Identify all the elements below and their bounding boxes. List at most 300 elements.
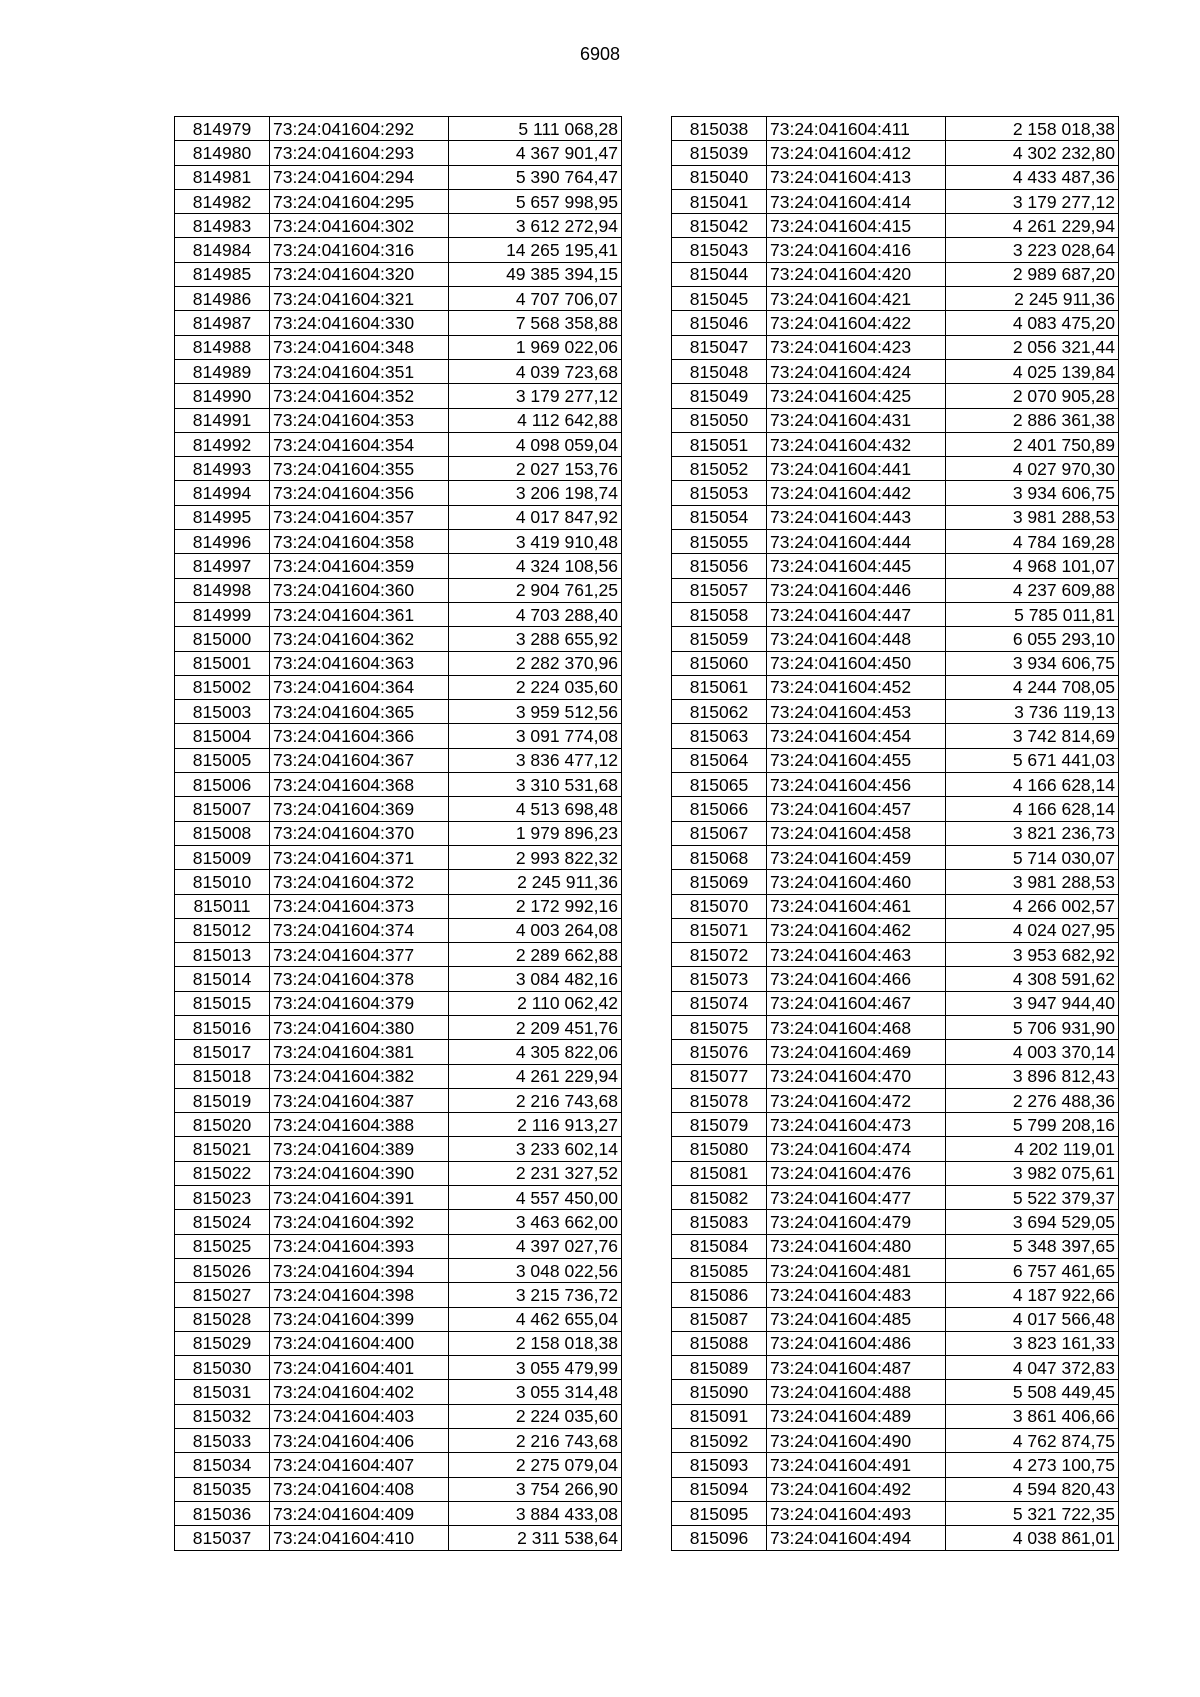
value-cell: 5 785 011,81	[946, 602, 1119, 626]
table-row	[175, 1186, 622, 1210]
row-number-cell: 815060	[672, 651, 767, 675]
row-number-cell: 815045	[672, 287, 767, 311]
cadastral-number-cell: 73:24:041604:382	[270, 1064, 449, 1088]
table-row	[175, 117, 622, 141]
row-number-cell: 815069	[672, 870, 767, 894]
row-number-cell: 815041	[672, 189, 767, 213]
cadastral-number-cell: 73:24:041604:452	[767, 675, 946, 699]
row-number-cell: 815024	[175, 1210, 270, 1234]
row-number-cell: 815040	[672, 165, 767, 189]
table-row	[672, 335, 1119, 359]
table-row	[672, 1356, 1119, 1380]
cadastral-number-cell: 73:24:041604:393	[270, 1234, 449, 1258]
cadastral-number-cell: 73:24:041604:406	[270, 1429, 449, 1453]
value-cell: 5 714 030,07	[946, 845, 1119, 869]
cadastral-number-cell: 73:24:041604:407	[270, 1453, 449, 1477]
value-cell: 2 275 079,04	[449, 1453, 622, 1477]
value-cell: 4 244 708,05	[946, 675, 1119, 699]
table-row	[672, 943, 1119, 967]
value-cell: 4 784 169,28	[946, 530, 1119, 554]
value-cell: 2 110 062,42	[449, 991, 622, 1015]
cadastral-number-cell: 73:24:041604:422	[767, 311, 946, 335]
cadastral-number-cell: 73:24:041604:294	[270, 165, 449, 189]
table-row	[672, 238, 1119, 262]
table-row	[672, 1137, 1119, 1161]
value-cell: 3 215 736,72	[449, 1283, 622, 1307]
table-row	[175, 797, 622, 821]
cadastral-number-cell: 73:24:041604:364	[270, 675, 449, 699]
value-cell: 5 522 379,37	[946, 1186, 1119, 1210]
cadastral-number-cell: 73:24:041604:467	[767, 991, 946, 1015]
cadastral-number-cell: 73:24:041604:423	[767, 335, 946, 359]
row-number-cell: 815026	[175, 1258, 270, 1282]
table-row	[175, 1404, 622, 1428]
value-cell: 4 261 229,94	[946, 214, 1119, 238]
row-number-cell: 815052	[672, 457, 767, 481]
cadastral-number-cell: 73:24:041604:413	[767, 165, 946, 189]
value-cell: 4 024 027,95	[946, 918, 1119, 942]
cadastral-number-cell: 73:24:041604:425	[767, 384, 946, 408]
cadastral-number-cell: 73:24:041604:373	[270, 894, 449, 918]
table-row	[672, 457, 1119, 481]
table-row	[175, 311, 622, 335]
row-number-cell: 815030	[175, 1356, 270, 1380]
cadastral-number-cell: 73:24:041604:391	[270, 1186, 449, 1210]
cadastral-number-cell: 73:24:041604:360	[270, 578, 449, 602]
table-row	[672, 554, 1119, 578]
table-row	[672, 432, 1119, 456]
table-row	[175, 481, 622, 505]
row-number-cell: 815046	[672, 311, 767, 335]
value-cell: 4 266 002,57	[946, 894, 1119, 918]
table-row	[672, 700, 1119, 724]
row-number-cell: 815068	[672, 845, 767, 869]
value-cell: 3 861 406,66	[946, 1404, 1119, 1428]
row-number-cell: 815079	[672, 1113, 767, 1137]
table-row	[175, 1501, 622, 1525]
value-cell: 4 367 901,47	[449, 141, 622, 165]
row-number-cell: 815038	[672, 117, 767, 141]
cadastral-number-cell: 73:24:041604:414	[767, 189, 946, 213]
cadastral-number-cell: 73:24:041604:379	[270, 991, 449, 1015]
cadastral-number-cell: 73:24:041604:473	[767, 1113, 946, 1137]
value-cell: 2 070 905,28	[946, 384, 1119, 408]
value-cell: 4 047 372,83	[946, 1356, 1119, 1380]
value-cell: 3 612 272,94	[449, 214, 622, 238]
cadastral-number-cell: 73:24:041604:454	[767, 724, 946, 748]
value-cell: 4 202 119,01	[946, 1137, 1119, 1161]
table-row	[175, 1283, 622, 1307]
table-row	[175, 189, 622, 213]
row-number-cell: 815057	[672, 578, 767, 602]
cadastral-number-cell: 73:24:041604:367	[270, 748, 449, 772]
row-number-cell: 815055	[672, 530, 767, 554]
cadastral-number-cell: 73:24:041604:431	[767, 408, 946, 432]
row-number-cell: 814993	[175, 457, 270, 481]
row-number-cell: 814998	[175, 578, 270, 602]
row-number-cell: 815037	[175, 1526, 270, 1550]
cadastral-number-cell: 73:24:041604:493	[767, 1501, 946, 1525]
page-number: 6908	[579, 44, 621, 64]
table-row	[672, 165, 1119, 189]
table-row	[175, 214, 622, 238]
value-cell: 2 116 913,27	[449, 1113, 622, 1137]
cadastral-number-cell: 73:24:041604:485	[767, 1307, 946, 1331]
row-number-cell: 815009	[175, 845, 270, 869]
row-number-cell: 815062	[672, 700, 767, 724]
value-cell: 3 754 266,90	[449, 1477, 622, 1501]
row-number-cell: 815085	[672, 1258, 767, 1282]
row-number-cell: 815095	[672, 1501, 767, 1525]
value-cell: 2 158 018,38	[449, 1331, 622, 1355]
row-number-cell: 815012	[175, 918, 270, 942]
row-number-cell: 815022	[175, 1161, 270, 1185]
table-row	[672, 748, 1119, 772]
row-number-cell: 815050	[672, 408, 767, 432]
row-number-cell: 815047	[672, 335, 767, 359]
row-number-cell: 815001	[175, 651, 270, 675]
table-row	[672, 359, 1119, 383]
row-number-cell: 815005	[175, 748, 270, 772]
row-number-cell: 815019	[175, 1088, 270, 1112]
cadastral-number-cell: 73:24:041604:366	[270, 724, 449, 748]
table-row	[175, 991, 622, 1015]
cadastral-number-cell: 73:24:041604:453	[767, 700, 946, 724]
row-number-cell: 815032	[175, 1404, 270, 1428]
value-cell: 2 886 361,38	[946, 408, 1119, 432]
row-number-cell: 815035	[175, 1477, 270, 1501]
value-cell: 4 098 059,04	[449, 432, 622, 456]
value-cell: 4 273 100,75	[946, 1453, 1119, 1477]
table-row	[175, 359, 622, 383]
table-row	[175, 967, 622, 991]
table-body-right	[672, 117, 1119, 1551]
cadastral-number-cell: 73:24:041604:316	[270, 238, 449, 262]
cadastral-number-cell: 73:24:041604:403	[270, 1404, 449, 1428]
cadastral-number-cell: 73:24:041604:390	[270, 1161, 449, 1185]
cadastral-number-cell: 73:24:041604:486	[767, 1331, 946, 1355]
cadastral-number-cell: 73:24:041604:402	[270, 1380, 449, 1404]
row-number-cell: 815036	[175, 1501, 270, 1525]
cadastral-number-cell: 73:24:041604:398	[270, 1283, 449, 1307]
registry-table-left	[174, 116, 622, 1551]
cadastral-number-cell: 73:24:041604:388	[270, 1113, 449, 1137]
row-number-cell: 815090	[672, 1380, 767, 1404]
table-row	[175, 1526, 622, 1550]
cadastral-number-cell: 73:24:041604:295	[270, 189, 449, 213]
row-number-cell: 814996	[175, 530, 270, 554]
row-number-cell: 814986	[175, 287, 270, 311]
cadastral-number-cell: 73:24:041604:446	[767, 578, 946, 602]
value-cell: 5 321 722,35	[946, 1501, 1119, 1525]
cadastral-number-cell: 73:24:041604:457	[767, 797, 946, 821]
row-number-cell: 814987	[175, 311, 270, 335]
row-number-cell: 815066	[672, 797, 767, 821]
value-cell: 4 968 101,07	[946, 554, 1119, 578]
table-row	[672, 1307, 1119, 1331]
table-row	[175, 748, 622, 772]
value-cell: 4 703 288,40	[449, 602, 622, 626]
row-number-cell: 815031	[175, 1380, 270, 1404]
cadastral-number-cell: 73:24:041604:363	[270, 651, 449, 675]
cadastral-number-cell: 73:24:041604:494	[767, 1526, 946, 1550]
cadastral-number-cell: 73:24:041604:408	[270, 1477, 449, 1501]
row-number-cell: 815007	[175, 797, 270, 821]
table-row	[672, 918, 1119, 942]
cadastral-number-cell: 73:24:041604:466	[767, 967, 946, 991]
cadastral-number-cell: 73:24:041604:450	[767, 651, 946, 675]
cadastral-number-cell: 73:24:041604:432	[767, 432, 946, 456]
value-cell: 4 187 922,66	[946, 1283, 1119, 1307]
table-row	[175, 238, 622, 262]
table-row	[175, 943, 622, 967]
value-cell: 3 206 198,74	[449, 481, 622, 505]
value-cell: 4 707 706,07	[449, 287, 622, 311]
value-cell: 5 671 441,03	[946, 748, 1119, 772]
cadastral-number-cell: 73:24:041604:479	[767, 1210, 946, 1234]
cadastral-number-cell: 73:24:041604:377	[270, 943, 449, 967]
row-number-cell: 814982	[175, 189, 270, 213]
cadastral-number-cell: 73:24:041604:415	[767, 214, 946, 238]
row-number-cell: 815051	[672, 432, 767, 456]
table-row	[672, 1088, 1119, 1112]
row-number-cell: 815043	[672, 238, 767, 262]
cadastral-number-cell: 73:24:041604:458	[767, 821, 946, 845]
cadastral-number-cell: 73:24:041604:463	[767, 943, 946, 967]
row-number-cell: 815033	[175, 1429, 270, 1453]
table-row	[672, 141, 1119, 165]
table-row	[672, 1429, 1119, 1453]
row-number-cell: 815056	[672, 554, 767, 578]
row-number-cell: 815088	[672, 1331, 767, 1355]
table-row	[175, 554, 622, 578]
cadastral-number-cell: 73:24:041604:456	[767, 773, 946, 797]
value-cell: 3 055 479,99	[449, 1356, 622, 1380]
table-row	[672, 1283, 1119, 1307]
value-cell: 3 736 119,13	[946, 700, 1119, 724]
value-cell: 3 947 944,40	[946, 991, 1119, 1015]
row-number-cell: 815020	[175, 1113, 270, 1137]
table-row	[175, 1113, 622, 1137]
value-cell: 3 959 512,56	[449, 700, 622, 724]
cadastral-number-cell: 73:24:041604:361	[270, 602, 449, 626]
table-row	[672, 1040, 1119, 1064]
value-cell: 2 216 743,68	[449, 1429, 622, 1453]
value-cell: 3 084 482,16	[449, 967, 622, 991]
row-number-cell: 815092	[672, 1429, 767, 1453]
value-cell: 14 265 195,41	[449, 238, 622, 262]
row-number-cell: 815070	[672, 894, 767, 918]
row-number-cell: 815086	[672, 1283, 767, 1307]
table-row	[672, 1015, 1119, 1039]
value-cell: 2 224 035,60	[449, 1404, 622, 1428]
cadastral-number-cell: 73:24:041604:378	[270, 967, 449, 991]
table-row	[672, 214, 1119, 238]
value-cell: 2 245 911,36	[449, 870, 622, 894]
table-row	[175, 918, 622, 942]
cadastral-number-cell: 73:24:041604:348	[270, 335, 449, 359]
value-cell: 3 223 028,64	[946, 238, 1119, 262]
table-row	[672, 1113, 1119, 1137]
row-number-cell: 815071	[672, 918, 767, 942]
value-cell: 4 305 822,06	[449, 1040, 622, 1064]
value-cell: 3 896 812,43	[946, 1064, 1119, 1088]
row-number-cell: 815003	[175, 700, 270, 724]
row-number-cell: 814989	[175, 359, 270, 383]
table-row	[672, 1258, 1119, 1282]
cadastral-number-cell: 73:24:041604:410	[270, 1526, 449, 1550]
cadastral-number-cell: 73:24:041604:412	[767, 141, 946, 165]
cadastral-number-cell: 73:24:041604:469	[767, 1040, 946, 1064]
cadastral-number-cell: 73:24:041604:483	[767, 1283, 946, 1307]
value-cell: 4 003 264,08	[449, 918, 622, 942]
table-body-left	[175, 117, 622, 1551]
table-row	[672, 870, 1119, 894]
row-number-cell: 815054	[672, 505, 767, 529]
value-cell: 3 934 606,75	[946, 651, 1119, 675]
value-cell: 4 003 370,14	[946, 1040, 1119, 1064]
value-cell: 4 513 698,48	[449, 797, 622, 821]
table-row	[672, 724, 1119, 748]
row-number-cell: 814979	[175, 117, 270, 141]
cadastral-number-cell: 73:24:041604:476	[767, 1161, 946, 1185]
cadastral-number-cell: 73:24:041604:409	[270, 1501, 449, 1525]
value-cell: 2 231 327,52	[449, 1161, 622, 1185]
cadastral-number-cell: 73:24:041604:358	[270, 530, 449, 554]
value-cell: 7 568 358,88	[449, 311, 622, 335]
table-row	[672, 821, 1119, 845]
cadastral-number-cell: 73:24:041604:443	[767, 505, 946, 529]
table-row	[175, 457, 622, 481]
value-cell: 2 276 488,36	[946, 1088, 1119, 1112]
table-row	[175, 141, 622, 165]
value-cell: 3 091 774,08	[449, 724, 622, 748]
value-cell: 3 953 682,92	[946, 943, 1119, 967]
cadastral-number-cell: 73:24:041604:320	[270, 262, 449, 286]
row-number-cell: 815053	[672, 481, 767, 505]
cadastral-number-cell: 73:24:041604:474	[767, 1137, 946, 1161]
cadastral-number-cell: 73:24:041604:293	[270, 141, 449, 165]
cadastral-number-cell: 73:24:041604:359	[270, 554, 449, 578]
row-number-cell: 814980	[175, 141, 270, 165]
cadastral-number-cell: 73:24:041604:444	[767, 530, 946, 554]
row-number-cell: 814985	[175, 262, 270, 286]
table-row	[672, 1453, 1119, 1477]
table-row	[175, 165, 622, 189]
table-row	[175, 821, 622, 845]
row-number-cell: 815083	[672, 1210, 767, 1234]
row-number-cell: 814999	[175, 602, 270, 626]
row-number-cell: 815075	[672, 1015, 767, 1039]
value-cell: 4 038 861,01	[946, 1526, 1119, 1550]
value-cell: 5 706 931,90	[946, 1015, 1119, 1039]
table-row	[672, 287, 1119, 311]
table-row	[175, 1161, 622, 1185]
table-row	[672, 1526, 1119, 1550]
row-number-cell: 815017	[175, 1040, 270, 1064]
row-number-cell: 815025	[175, 1234, 270, 1258]
table-row	[175, 262, 622, 286]
value-cell: 6 055 293,10	[946, 627, 1119, 651]
table-row	[672, 311, 1119, 335]
table-row	[175, 530, 622, 554]
table-row	[175, 1064, 622, 1088]
cadastral-number-cell: 73:24:041604:490	[767, 1429, 946, 1453]
value-cell: 3 836 477,12	[449, 748, 622, 772]
cadastral-number-cell: 73:24:041604:365	[270, 700, 449, 724]
cadastral-number-cell: 73:24:041604:441	[767, 457, 946, 481]
value-cell: 2 282 370,96	[449, 651, 622, 675]
value-cell: 4 112 642,88	[449, 408, 622, 432]
row-number-cell: 814992	[175, 432, 270, 456]
table-row	[672, 773, 1119, 797]
cadastral-number-cell: 73:24:041604:477	[767, 1186, 946, 1210]
value-cell: 3 179 277,12	[946, 189, 1119, 213]
cadastral-number-cell: 73:24:041604:372	[270, 870, 449, 894]
value-cell: 4 166 628,14	[946, 797, 1119, 821]
cadastral-number-cell: 73:24:041604:470	[767, 1064, 946, 1088]
value-cell: 3 934 606,75	[946, 481, 1119, 505]
row-number-cell: 815018	[175, 1064, 270, 1088]
table-row	[672, 967, 1119, 991]
table-row	[672, 262, 1119, 286]
cadastral-number-cell: 73:24:041604:442	[767, 481, 946, 505]
table-row	[175, 408, 622, 432]
table-row	[672, 117, 1119, 141]
cadastral-number-cell: 73:24:041604:400	[270, 1331, 449, 1355]
value-cell: 3 742 814,69	[946, 724, 1119, 748]
row-number-cell: 815067	[672, 821, 767, 845]
row-number-cell: 815039	[672, 141, 767, 165]
row-number-cell: 815028	[175, 1307, 270, 1331]
row-number-cell: 815084	[672, 1234, 767, 1258]
row-number-cell: 815013	[175, 943, 270, 967]
value-cell: 2 289 662,88	[449, 943, 622, 967]
value-cell: 49 385 394,15	[449, 262, 622, 286]
row-number-cell: 815061	[672, 675, 767, 699]
cadastral-number-cell: 73:24:041604:292	[270, 117, 449, 141]
cadastral-number-cell: 73:24:041604:489	[767, 1404, 946, 1428]
row-number-cell: 815015	[175, 991, 270, 1015]
cadastral-number-cell: 73:24:041604:461	[767, 894, 946, 918]
cadastral-number-cell: 73:24:041604:487	[767, 1356, 946, 1380]
value-cell: 3 048 022,56	[449, 1258, 622, 1282]
cadastral-number-cell: 73:24:041604:399	[270, 1307, 449, 1331]
row-number-cell: 815059	[672, 627, 767, 651]
value-cell: 4 166 628,14	[946, 773, 1119, 797]
row-number-cell: 814997	[175, 554, 270, 578]
value-cell: 4 308 591,62	[946, 967, 1119, 991]
row-number-cell: 815000	[175, 627, 270, 651]
value-cell: 3 981 288,53	[946, 870, 1119, 894]
value-cell: 2 027 153,76	[449, 457, 622, 481]
row-number-cell: 815076	[672, 1040, 767, 1064]
row-number-cell: 815048	[672, 359, 767, 383]
table-row	[672, 797, 1119, 821]
row-number-cell: 815006	[175, 773, 270, 797]
cadastral-number-cell: 73:24:041604:447	[767, 602, 946, 626]
table-row	[175, 845, 622, 869]
value-cell: 2 056 321,44	[946, 335, 1119, 359]
value-cell: 4 302 232,80	[946, 141, 1119, 165]
cadastral-number-cell: 73:24:041604:368	[270, 773, 449, 797]
row-number-cell: 815029	[175, 1331, 270, 1355]
cadastral-number-cell: 73:24:041604:492	[767, 1477, 946, 1501]
table-row	[672, 578, 1119, 602]
row-number-cell: 815093	[672, 1453, 767, 1477]
row-number-cell: 815089	[672, 1356, 767, 1380]
cadastral-number-cell: 73:24:041604:401	[270, 1356, 449, 1380]
